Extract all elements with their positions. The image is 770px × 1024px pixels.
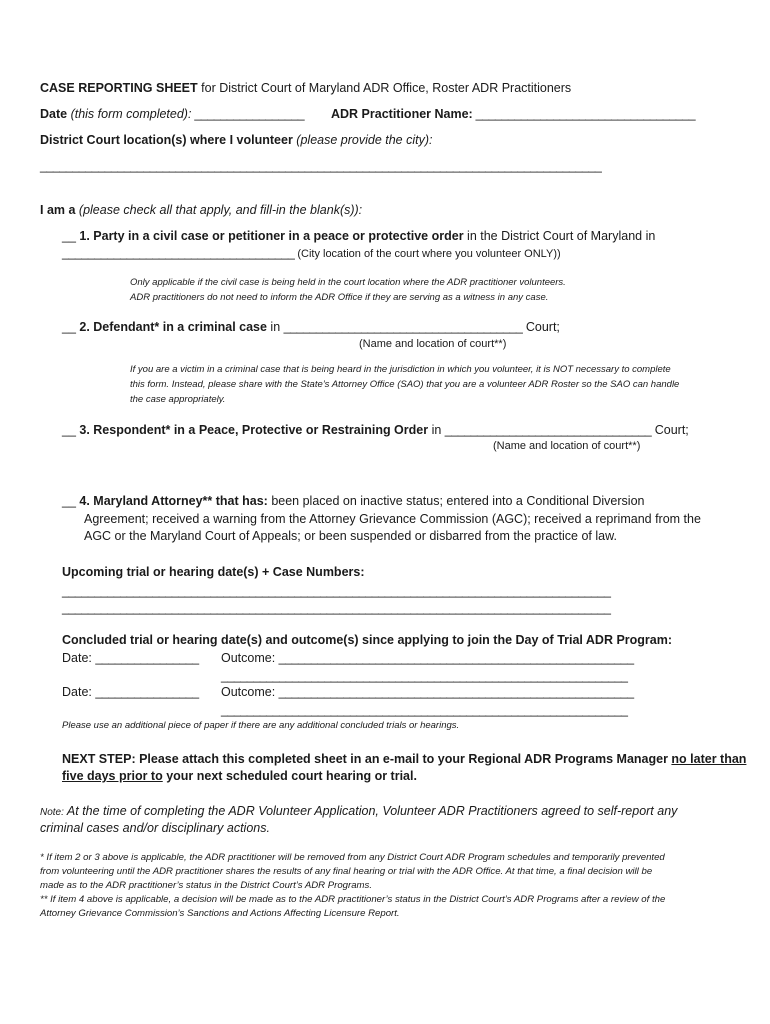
date-field[interactable]: _________________ — [191, 107, 305, 121]
item-1-caption: (City location of the court where you volunteer ONLY)) — [294, 248, 561, 260]
concluded-outcome-label-1: Outcome: — [221, 651, 279, 665]
concluded-date-label-2: Date: — [62, 685, 96, 699]
footnote-2-line-1: ** If item 4 above is applicable, a decision will be made as to the ADR practitioner’s status in the District Court’s ADR Programs after a review of the — [40, 894, 666, 905]
next-step-text-1: NEXT STEP: Please attach this completed sheet in an e-mail to your Regional ADR Programs Manager — [62, 752, 672, 766]
concluded-outcome-field-2b[interactable]: _______________________________________________________________ — [221, 703, 628, 717]
item-2-in: in — [266, 320, 284, 334]
item-3-label: 3. Respondent* in a Peace, Protective or Restraining Order — [75, 423, 429, 437]
practitioner-label: ADR Practitioner Name: — [331, 107, 473, 121]
concluded-date-row-1 — [62, 650, 199, 666]
item-4-text: been placed on inactive status; entered into a Conditional Diversion — [267, 494, 645, 508]
location-field[interactable]: _______________________________________________________________________________________ — [40, 159, 602, 173]
item-2-court-field[interactable]: _____________________________________ — [283, 320, 523, 334]
note-prefix: Note: — [40, 807, 64, 818]
intro-hint: (please check all that apply, and fill-in the blank(s)): — [75, 203, 363, 217]
item-2-note-line-2: this form. Instead, please share with the State’s Attorney Office (SAO) that you are a volunteer ADR Roster so the SAO can handle — [130, 379, 680, 390]
item-1-city-field[interactable]: ____________________________________ — [62, 246, 295, 260]
note-line-2: criminal cases and/or disciplinary actions. — [40, 821, 270, 835]
item-4-label: 4. Maryland Attorney** that has: — [75, 494, 268, 508]
form-title — [40, 80, 571, 96]
item-1-note-line-2: ADR practitioners do not need to inform the ADR Office if they are serving as a witness in any case. — [130, 292, 549, 303]
concluded-outcome-field-1[interactable]: _______________________________________________________ — [278, 651, 634, 665]
practitioner-row — [331, 106, 695, 122]
form-title-bold: CASE REPORTING SHEET — [40, 81, 198, 95]
location-row — [40, 132, 432, 148]
item-2-note-line-1: If you are a victim in a criminal case that is being heard in the jurisdiction in which you volunteer, it is NOT necessary to complete — [130, 364, 671, 375]
concluded-outcome-field-2[interactable]: _______________________________________________________ — [278, 685, 634, 699]
practitioner-name-field[interactable]: __________________________________ — [472, 107, 696, 121]
upcoming-field-1[interactable]: _____________________________________________________________________________________ — [62, 584, 611, 598]
footnote-1-line-1: * If item 2 or 3 above is applicable, the ADR practitioner will be removed from any District Court ADR Program schedules and temporarily prevented — [40, 852, 665, 863]
footnote-1-line-3: made as to the ADR practitioner’s status in the District Court’s ADR Programs. — [40, 880, 372, 891]
item-2-note-line-3: the case appropriately. — [130, 394, 226, 405]
next-step-deadline-2: five days prior to — [62, 769, 163, 783]
concluded-date-label-1: Date: — [62, 651, 96, 665]
footnote-1-line-2: from volunteering until the ADR practitioner shares the results of any final hearing or trial with the ADR Office. At that time, a final decision will be — [40, 866, 653, 877]
item-2 — [62, 319, 560, 335]
date-hint: (this form completed): — [67, 107, 192, 121]
item-3 — [62, 422, 689, 438]
item-3-in: in — [428, 423, 445, 437]
item-1-label: 1. Party in a civil case or petitioner in a peace or protective order — [75, 229, 464, 243]
concluded-outcome-row-1 — [221, 650, 634, 666]
intro-line — [40, 202, 362, 218]
item-3-court-suffix: Court; — [651, 423, 689, 437]
date-row — [40, 106, 304, 122]
next-step-line-2 — [62, 768, 417, 784]
concluded-outcome-field-1b[interactable]: _______________________________________________________________ — [221, 669, 628, 683]
concluded-outcome-row-2 — [221, 684, 634, 700]
item-2-court-suffix: Court; — [522, 320, 560, 334]
location-hint: (please provide the city): — [292, 133, 433, 147]
upcoming-field-2[interactable]: _____________________________________________________________________________________ — [62, 601, 611, 615]
intro-label: I am a — [40, 203, 76, 217]
date-label: Date — [40, 107, 68, 121]
concluded-date-field-1[interactable]: ________________ — [95, 651, 199, 665]
item-2-caption: (Name and location of court**) — [359, 338, 507, 350]
concluded-heading — [62, 632, 672, 648]
item-3-caption: (Name and location of court**) — [493, 440, 641, 452]
next-step-deadline-1: no later than — [671, 752, 747, 766]
item-4-line-2: Agreement; received a warning from the Attorney Grievance Commission (AGC); received a reprimand from the — [84, 512, 701, 526]
note-line-1 — [40, 803, 677, 821]
item-4 — [62, 493, 644, 509]
form-title-rest: for District Court of Maryland ADR Office, Roster ADR Practitioners — [197, 81, 572, 95]
concluded-note: Please use an additional piece of paper if there are any additional concluded trials or hearings. — [62, 720, 460, 731]
item-1-checkbox[interactable]: __ — [62, 229, 76, 243]
item-3-checkbox[interactable]: __ — [62, 423, 76, 437]
item-1-text: in the District Court of Maryland in — [463, 229, 656, 243]
concluded-outcome-label-2: Outcome: — [221, 685, 279, 699]
item-2-checkbox[interactable]: __ — [62, 320, 76, 334]
item-1-city-row — [62, 245, 561, 262]
footnote-2-line-2: Attorney Grievance Commission’s Sanctions and Actions Affecting Licensure Report. — [40, 908, 400, 919]
item-2-label: 2. Defendant* in a criminal case — [75, 320, 267, 334]
item-1-note-line-1: Only applicable if the civil case is being held in the court location where the ADR practitioner volunteers. — [130, 277, 566, 288]
item-3-court-field[interactable]: ________________________________ — [444, 423, 652, 437]
item-1 — [62, 228, 655, 244]
concluded-heading-text: Concluded trial or hearing date(s) and outcome(s) since applying to join the Day of Trial ADR Program: — [62, 633, 673, 647]
next-step-text-2: your next scheduled court hearing or trial. — [162, 769, 417, 783]
upcoming-heading — [62, 564, 365, 580]
note-text-1: At the time of completing the ADR Volunteer Application, Volunteer ADR Practitioners agreed to self-report any — [63, 804, 678, 818]
location-label: District Court location(s) where I volunteer — [40, 133, 293, 147]
next-step-line-1 — [62, 751, 746, 767]
concluded-date-field-2[interactable]: ________________ — [95, 685, 199, 699]
concluded-date-row-2 — [62, 684, 199, 700]
upcoming-heading-text: Upcoming trial or hearing date(s) + Case Numbers: — [62, 565, 365, 579]
item-4-line-3: AGC or the Maryland Court of Appeals; or been suspended or disbarred from the practice of law. — [84, 529, 617, 543]
item-4-checkbox[interactable]: __ — [62, 494, 76, 508]
